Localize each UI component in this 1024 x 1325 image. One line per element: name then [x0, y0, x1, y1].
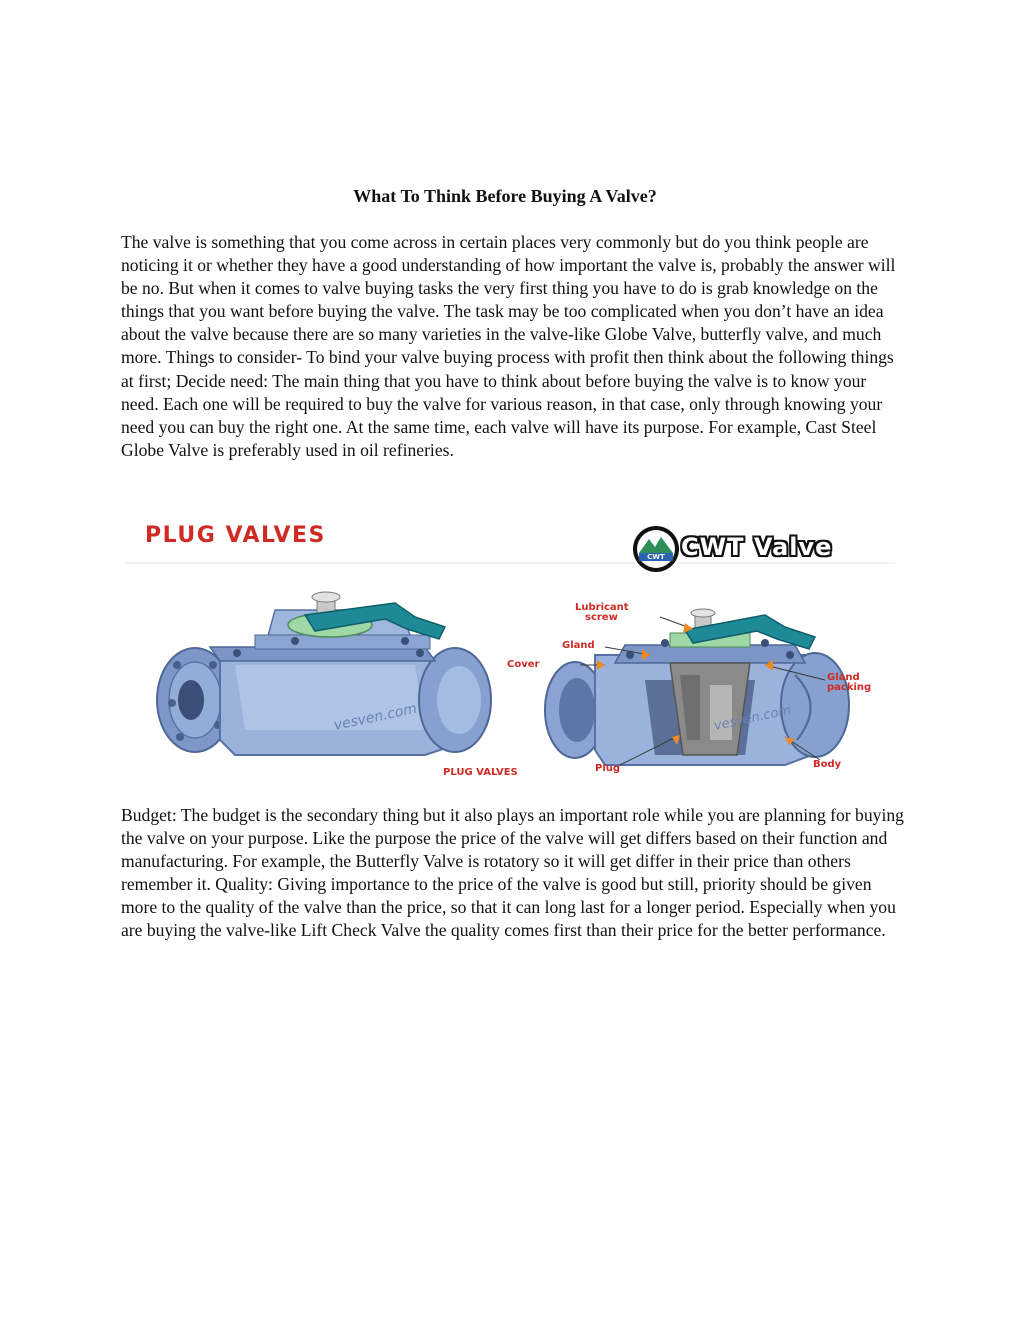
label-gland-packing-line1: Gland	[827, 672, 860, 683]
page-title: What To Think Before Buying A Valve?	[353, 186, 657, 206]
plug-valve-exterior-drawing	[157, 592, 491, 755]
cwt-valve-logo	[631, 523, 861, 575]
figure-heading: PLUG VALVES	[145, 523, 326, 548]
intro-paragraph: The valve is something that you come across in certain places very commonly but do you think people are noticing it or whether they have a good understanding of how important the valve is, probably the answer will be no. But when it comes to valve buying tasks the very first thing you have to do is grab knowledge on the things that you want before buying the valve. The task may be too complicated when you don’t have an idea about the valve because there are so many varieties in the valve-like Globe Valve, butterfly valve, and much more. Things to consider- To bind your valve buying process with profit then think about the following things at first; Decide need: The main thing that you have to think about before buying the valve is to know your need. Each one will be required to buy the valve for various reason, in that case, only through knowing your need you can buy the right one. At the same time, each valve will have its purpose. For example, Cast Steel Globe Valve is preferably used in oil refineries.	[121, 232, 896, 460]
label-plug: Plug	[595, 763, 621, 774]
label-lubricant-screw	[575, 603, 629, 623]
label-body: Body	[813, 759, 842, 770]
plug-valve-cutaway-drawing	[545, 609, 849, 765]
logo-text: CWT Valve	[681, 533, 833, 561]
watermark-left: vesven.com	[332, 700, 419, 734]
label-gland-packing-line2: packing	[827, 682, 872, 693]
logo-badge-icon	[631, 523, 681, 575]
budget-paragraph: Budget: The budget is the secondary thing but it also plays an important role while you are planning for buying the valve on your purpose. Like the purpose the price of the valve will get differs based on their function and manufacturing. For example, the Butterfly Valve is rotatory so it will get differ in their price than others remember it. Quality: Giving importance to the price of the valve is good but still, priority should be given more to the quality of the valve than the price, so that it can long last for a longer period. Especially when you are buying the valve-like Lift Check Valve the quality comes first than their price for the better performance.	[121, 805, 904, 941]
label-gland: Gland	[562, 640, 595, 651]
figure-caption: PLUG VALVES	[443, 767, 518, 778]
logo-badge-text: CWT	[647, 553, 665, 561]
plug-valves-figure	[125, 515, 905, 783]
label-gland-packing	[827, 673, 871, 693]
label-lubricant-line1: Lubricant	[575, 602, 629, 613]
watermark-right: vesven.com	[712, 702, 793, 734]
label-lubricant-line2: screw	[585, 612, 618, 623]
label-cover: Cover	[507, 659, 540, 670]
